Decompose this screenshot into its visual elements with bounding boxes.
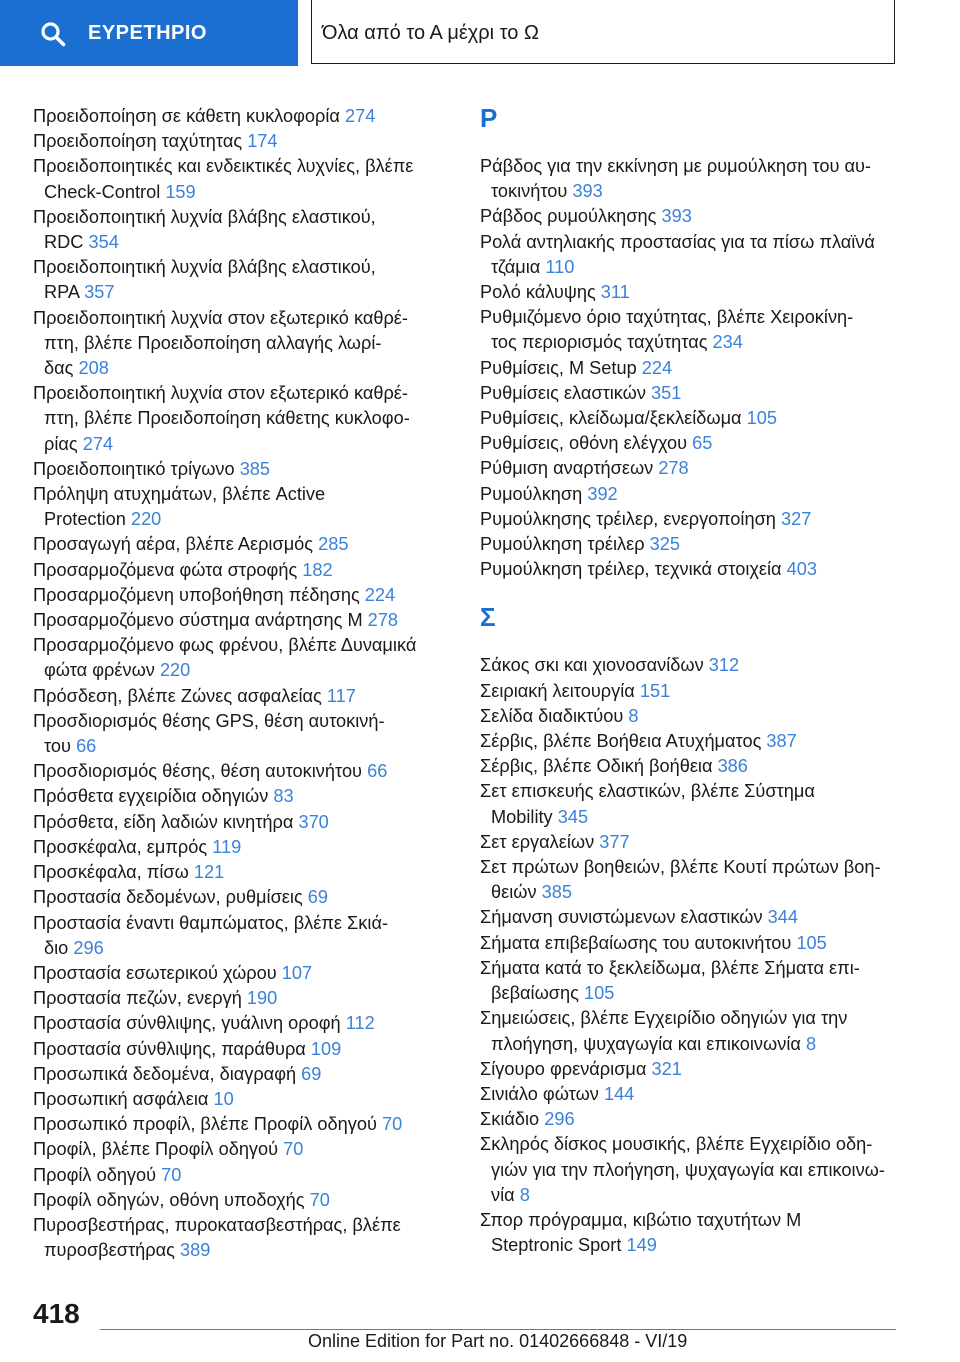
index-entry-text: Σημειώσεις, βλέπε Εγχειρίδιο οδηγιών για την: [480, 1008, 848, 1029]
index-entry-text: Σετ εργαλείων: [480, 831, 595, 852]
header: [0, 0, 960, 66]
page-reference-link[interactable]: 357: [84, 282, 115, 303]
index-entry-text: Σινιάλο φώτων: [480, 1083, 599, 1104]
index-column-right: [480, 104, 910, 1258]
index-entry-text: Προσαγωγή αέρα, βλέπε Αερισμός: [33, 534, 314, 555]
index-entry-text: Προσωπικά δεδομένα, διαγραφή: [33, 1063, 297, 1084]
page-reference-link[interactable]: 69: [307, 887, 329, 908]
page-reference-link[interactable]: 121: [193, 862, 225, 883]
index-entry: [33, 835, 443, 860]
index-entry: [33, 1037, 443, 1062]
page-reference-link[interactable]: 66: [76, 736, 97, 757]
index-entry-text: Ρυμούλκηση: [480, 483, 583, 504]
index-entry-text: Προειδοποιητική λυχνία στον εξωτερικό καθρέ-: [33, 307, 408, 328]
index-entry-text: δας: [44, 358, 74, 379]
index-entry: [33, 1112, 443, 1137]
index-tab-label: ΕΥΡΕΤΗΡΙΟ: [88, 22, 207, 44]
index-entry: [33, 558, 443, 583]
index-entry-text: Steptronic Sport: [491, 1235, 622, 1256]
index-entry-text: Προφίλ, βλέπε Προφίλ οδηγού: [33, 1139, 279, 1160]
index-entry: [33, 1087, 443, 1112]
page-reference-link[interactable]: 345: [557, 806, 589, 827]
index-entry-text: Σέρβις, βλέπε Βοήθεια Ατυχήματος: [480, 731, 762, 752]
page-reference-link[interactable]: 386: [717, 756, 748, 777]
index-entry: [480, 754, 910, 779]
index-entry: [480, 204, 910, 229]
index-entry: [480, 230, 910, 280]
index-entry: [480, 280, 910, 305]
page-reference-link[interactable]: 117: [326, 685, 356, 706]
page-reference-link[interactable]: 70: [161, 1164, 182, 1185]
footer-divider: [100, 1329, 896, 1330]
index-entry-text: Προειδοποίηση ταχύτητας: [33, 131, 243, 152]
index-entry: [33, 911, 443, 961]
index-entry: [480, 931, 910, 956]
page-reference-link[interactable]: 70: [381, 1114, 403, 1135]
index-entry-text: Προσωπική ασφάλεια: [33, 1088, 209, 1109]
page-reference-link[interactable]: 112: [345, 1013, 375, 1034]
index-entry: [480, 653, 910, 678]
index-entry-text: Προσκέφαλα, εμπρός: [33, 836, 208, 857]
index-entry-text: Mobility: [491, 806, 553, 827]
index-entry-text: Ρολό κάλυψης: [480, 282, 596, 303]
page-reference-link[interactable]: 144: [603, 1083, 635, 1104]
page-reference-link[interactable]: 83: [273, 786, 294, 807]
index-entry: [33, 885, 443, 910]
index-entry-text: τοκινήτου: [491, 181, 568, 202]
index-entry: [33, 709, 443, 759]
page-reference-link[interactable]: 174: [247, 131, 278, 152]
index-entry: [480, 482, 910, 507]
index-entry-text: τος περιορισμός ταχύτητας: [491, 332, 708, 353]
index-entry: [33, 1062, 443, 1087]
index-entry: [480, 729, 910, 754]
index-entry: [480, 356, 910, 381]
index-entry-text: νία: [491, 1184, 515, 1205]
index-entry-text: Προειδοποιητικές και ενδεικτικές λυχνίες, βλέπε: [33, 156, 414, 177]
index-entry-text: πτη, βλέπε Προειδοποίηση αλλαγής λωρί-: [44, 332, 382, 353]
page-reference-link[interactable]: 107: [281, 962, 313, 983]
index-entry: [33, 961, 443, 986]
index-entry: [480, 704, 910, 729]
page-reference-link[interactable]: 149: [626, 1235, 657, 1256]
index-entry: [33, 104, 443, 129]
index-entry: [33, 608, 443, 633]
index-entry-text: Ρυθμιζόμενο όριο ταχύτητας, βλέπε Χειροκίνη-: [480, 307, 854, 328]
index-entry-text: Πρόσδεση, βλέπε Ζώνες ασφαλείας: [33, 685, 322, 706]
page-reference-link[interactable]: 65: [692, 433, 713, 454]
index-column-left: [33, 104, 443, 1263]
page-reference-link[interactable]: 321: [651, 1058, 682, 1079]
index-entry-text: Προσαρμοζόμενη υποβοήθηση πέδησης: [33, 584, 360, 605]
page-reference-link[interactable]: 105: [746, 408, 777, 429]
page-reference-link[interactable]: 151: [639, 680, 671, 701]
index-entry: [33, 986, 443, 1011]
index-entry-text: Σίγουρο φρενάρισμα: [480, 1058, 647, 1079]
index-entry-text: Ράβδος για την εκκίνηση με ρυμούλκηση του αυ-: [480, 156, 871, 176]
index-entry: [33, 583, 443, 608]
page-reference-link[interactable]: 8: [805, 1033, 817, 1054]
index-entry: [33, 784, 443, 809]
index-entry: [33, 759, 443, 784]
index-entry: [480, 1132, 910, 1208]
index-entry-text: Ρολά αντηλιακής προστασίας για τα πίσω πλαϊνά: [480, 231, 875, 252]
page-reference-link[interactable]: 278: [658, 458, 689, 479]
index-entry: [33, 684, 443, 709]
index-entry: [33, 381, 443, 457]
index-entry-text: Πρόληψη ατυχημάτων, βλέπε Active: [33, 484, 326, 505]
page-reference-link[interactable]: 311: [600, 282, 630, 303]
section-title: Όλα από το Α μέχρι το Ω: [322, 22, 539, 44]
index-entry-text: Σέρβις, βλέπε Οδική βοήθεια: [480, 756, 713, 777]
index-entry-text: Προφίλ οδηγού: [33, 1164, 157, 1185]
index-entry-text: Ρυθμίσεις ελαστικών: [480, 382, 646, 403]
page-reference-link[interactable]: 278: [367, 610, 399, 631]
index-entry-text: Πρόσθετα εγχειρίδια οδηγιών: [33, 786, 269, 807]
page-reference-link[interactable]: 296: [544, 1109, 575, 1130]
index-entry-text: πλοήγηση, ψυχαγωγία και επικοινωνία: [491, 1033, 801, 1054]
page-reference-link[interactable]: 109: [310, 1038, 342, 1059]
index-entry-text: Προστασία έναντι θαμπώματος, βλέπε Σκιά-: [33, 912, 389, 933]
index-entry-text: Προστασία σύνθλιψης, παράθυρα: [33, 1038, 306, 1059]
letter-heading-rho: Ρ: [480, 103, 498, 133]
page-reference-link[interactable]: 10: [213, 1088, 234, 1109]
index-entry-text: Σκληρός δίσκος μουσικής, βλέπε Εγχειρίδιο οδη-: [480, 1134, 873, 1155]
index-entry-text: Σήμανση συνιστώμενων ελαστικών: [480, 907, 763, 928]
index-entry: [480, 431, 910, 456]
index-entry-text: Προστασία πεζών, ενεργή: [33, 988, 242, 1009]
page-reference-link[interactable]: 105: [583, 983, 615, 1004]
index-entry-text: διο: [44, 937, 69, 958]
index-entry: [33, 154, 443, 204]
index-entry-text: φώτα φρένων: [44, 660, 155, 681]
index-entry-text: Πρόσθετα, είδη λαδιών κινητήρα: [33, 811, 294, 832]
index-entry: [480, 956, 910, 1006]
index-entry: [33, 482, 443, 532]
index-search-tab[interactable]: [0, 0, 298, 66]
index-entry: [480, 456, 910, 481]
index-entry: [33, 255, 443, 305]
index-entry: [33, 306, 443, 382]
index-entry-text: Προστασία σύνθλιψης, γυάλινη οροφή: [33, 1013, 341, 1034]
index-entry: [480, 1107, 910, 1132]
index-entry-text: γιών για την πλοήγηση, ψυχαγωγία και επικοινω-: [491, 1159, 885, 1180]
index-entry-text: θειών: [491, 882, 537, 903]
index-entry: [480, 855, 910, 905]
index-entry: [33, 532, 443, 557]
index-entry-text: Σκιάδιο: [480, 1109, 540, 1130]
index-entry-text: Προσαρμοζόμενο σύστημα ανάρτησης M: [33, 610, 363, 631]
index-entry-text: Προσδιορισμός θέσης, θέση αυτοκινήτου: [33, 761, 363, 782]
index-entry-text: πυροσβεστήρας: [44, 1240, 175, 1261]
page-reference-link[interactable]: 220: [159, 660, 191, 681]
index-entry-text: Προστασία δεδομένων, ρυθμίσεις: [33, 887, 303, 908]
page-reference-link[interactable]: 66: [367, 761, 388, 782]
page-reference-link[interactable]: 327: [780, 508, 812, 529]
index-entry-text: Ρυθμίσεις, κλείδωμα/ξεκλείδωμα: [480, 408, 742, 429]
index-entry: [33, 1188, 443, 1213]
page-reference-link[interactable]: 387: [766, 731, 797, 752]
index-entry-text: Ράβδος ρυμούλκησης: [480, 206, 657, 227]
index-entry: [480, 1006, 910, 1056]
index-entry: [480, 154, 910, 204]
index-entry-text: Σελίδα διαδικτύου: [480, 705, 624, 726]
page-reference-link[interactable]: 344: [767, 907, 799, 928]
page-reference-link[interactable]: 354: [88, 232, 119, 253]
index-entry-text: Πυροσβεστήρας, πυροκατασβεστήρας, βλέπε: [33, 1214, 401, 1235]
index-entry: [480, 507, 910, 532]
index-entry-text: RDC: [44, 232, 84, 253]
index-entry-text: πτη, βλέπε Προειδοποίηση κάθετης κυκλοφο-: [44, 408, 410, 429]
index-entry: [33, 129, 443, 154]
index-entry: [480, 557, 910, 582]
page-reference-link[interactable]: 274: [344, 106, 376, 126]
page-reference-link[interactable]: 190: [246, 988, 278, 1009]
page-reference-link[interactable]: 385: [541, 882, 572, 903]
index-entry: [480, 1208, 910, 1258]
page-reference-link[interactable]: 389: [179, 1240, 211, 1261]
page-reference-link[interactable]: 393: [661, 206, 692, 227]
search-icon: [40, 21, 66, 47]
page-reference-link[interactable]: 393: [572, 181, 603, 202]
index-entry: [480, 381, 910, 406]
index-entry-text: τζάμια: [491, 256, 541, 277]
index-entry-text: Protection: [44, 509, 126, 530]
index-entry: [480, 406, 910, 431]
index-entry-text: Ρύθμιση αναρτήσεων: [480, 458, 654, 479]
index-entry-text: Προειδοποιητική λυχνία βλάβης ελαστικού,: [33, 257, 376, 278]
letter-heading-sigma: Σ: [480, 602, 496, 633]
page-reference-link[interactable]: 274: [82, 433, 114, 454]
page-reference-link[interactable]: 70: [283, 1139, 304, 1160]
index-entry-text: βεβαίωσης: [491, 983, 579, 1004]
page-reference-link[interactable]: 110: [545, 256, 575, 277]
index-entry-text: Προσωπικό προφίλ, βλέπε Προφίλ οδηγού: [33, 1114, 377, 1135]
page-reference-link[interactable]: 182: [302, 559, 333, 580]
page-reference-link[interactable]: 8: [519, 1184, 530, 1205]
page-reference-link[interactable]: 325: [649, 534, 680, 555]
index-entry-text: Ρυμούλκηση τρέιλερ: [480, 534, 645, 555]
index-entry-text: RPA: [44, 282, 80, 303]
page-reference-link[interactable]: 208: [78, 358, 109, 379]
page-reference-link[interactable]: 377: [599, 831, 630, 852]
page-reference-link[interactable]: 8: [628, 705, 639, 726]
page-reference-link[interactable]: 370: [298, 811, 329, 832]
index-list-sigma: [480, 653, 910, 1258]
page-reference-link[interactable]: 234: [712, 332, 743, 353]
index-entry-text: Σετ επισκευής ελαστικών, βλέπε Σύστημα: [480, 781, 815, 802]
section-title-tab[interactable]: [311, 0, 895, 64]
index-entry: [480, 905, 910, 930]
index-entry-text: Σήματα κατά το ξεκλείδωμα, βλέπε Σήματα επι-: [480, 957, 860, 978]
index-entry: [480, 830, 910, 855]
index-entry: [480, 1057, 910, 1082]
index-entry-text: Σειριακή λειτουργία: [480, 680, 635, 701]
index-entry: [33, 860, 443, 885]
page-reference-link[interactable]: 285: [318, 534, 349, 555]
index-entry-text: ρίας: [44, 433, 78, 454]
index-entry-text: Ρυθμίσεις, M Setup: [480, 357, 637, 378]
index-entry: [480, 679, 910, 704]
index-entry: [33, 205, 443, 255]
index-entry-text: Προσκέφαλα, πίσω: [33, 862, 189, 883]
page-reference-link[interactable]: 224: [641, 357, 673, 378]
page-reference-link[interactable]: 159: [165, 181, 196, 202]
index-entry-text: Προφίλ οδηγών, οθόνη υποδοχής: [33, 1189, 305, 1210]
page-reference-link[interactable]: 351: [651, 382, 682, 403]
index-entry: [33, 1011, 443, 1036]
page-number: 418: [33, 1298, 80, 1329]
index-list-rho: [480, 154, 910, 582]
index-entry: [33, 1213, 443, 1263]
index-entry-text: Ρυθμίσεις, οθόνη ελέγχου: [480, 433, 688, 454]
index-entry-text: Σήματα επιβεβαίωσης του αυτοκινήτου: [480, 932, 792, 953]
page-reference-link[interactable]: 105: [796, 932, 827, 953]
index-entry: [33, 810, 443, 835]
index-entry-text: Σάκος σκι και χιονοσανίδων: [480, 655, 704, 676]
page-reference-link[interactable]: 220: [130, 509, 162, 530]
index-entry-text: Προσδιορισμός θέσης GPS, θέση αυτοκινή-: [33, 710, 385, 731]
index-entry: [480, 305, 910, 355]
index-entry-text: Προσαρμοζόμενα φώτα στροφής: [33, 559, 298, 580]
index-entry-text: Προειδοποιητική λυχνία βλάβης ελαστικού,: [33, 206, 376, 227]
index-entry: [33, 457, 443, 482]
index-entry: [33, 633, 443, 683]
index-entry-text: Προειδοποίηση σε κάθετη κυκλοφορία: [33, 106, 340, 126]
page-reference-link[interactable]: 70: [309, 1189, 330, 1210]
index-entry-text: Προειδοποιητικό τρίγωνο: [33, 458, 235, 479]
index-entry: [480, 532, 910, 557]
page-reference-link[interactable]: 392: [587, 483, 618, 504]
page-reference-link[interactable]: 385: [239, 458, 271, 479]
index-entry: [33, 1137, 443, 1162]
index-entry-text: Σπορ πρόγραμμα, κιβώτιο ταχυτήτων M: [480, 1209, 802, 1230]
index-entry-text: Προστασία εσωτερικού χώρου: [33, 962, 277, 983]
index-entry-text: Προειδοποιητική λυχνία στον εξωτερικό καθρέ-: [33, 383, 408, 404]
index-entry-text: Προσαρμοζόμενο φως φρένου, βλέπε Δυναμικά: [33, 635, 417, 656]
index-entry-text: Check-Control: [44, 181, 161, 202]
page-reference-link[interactable]: 312: [708, 655, 740, 676]
index-entry: [480, 779, 910, 829]
page-reference-link[interactable]: 403: [786, 559, 817, 580]
index-entry-text: του: [44, 736, 71, 757]
index-entry-text: Ρυμούλκησης τρέιλερ, ενεργοποίηση: [480, 508, 776, 529]
page-reference-link[interactable]: 224: [364, 584, 396, 605]
index-entry: [33, 1163, 443, 1188]
page-reference-link[interactable]: 296: [73, 937, 104, 958]
footer-edition: Online Edition for Part no. 01402666848 - VI/19: [308, 1331, 688, 1351]
page-reference-link[interactable]: 119: [212, 836, 242, 857]
page-reference-link[interactable]: 69: [301, 1063, 322, 1084]
index-entry-text: Σετ πρώτων βοηθειών, βλέπε Κουτί πρώτων βοη-: [480, 857, 881, 878]
index-entry: [480, 1082, 910, 1107]
index-entry-text: Ρυμούλκηση τρέιλερ, τεχνικά στοιχεία: [480, 559, 782, 580]
